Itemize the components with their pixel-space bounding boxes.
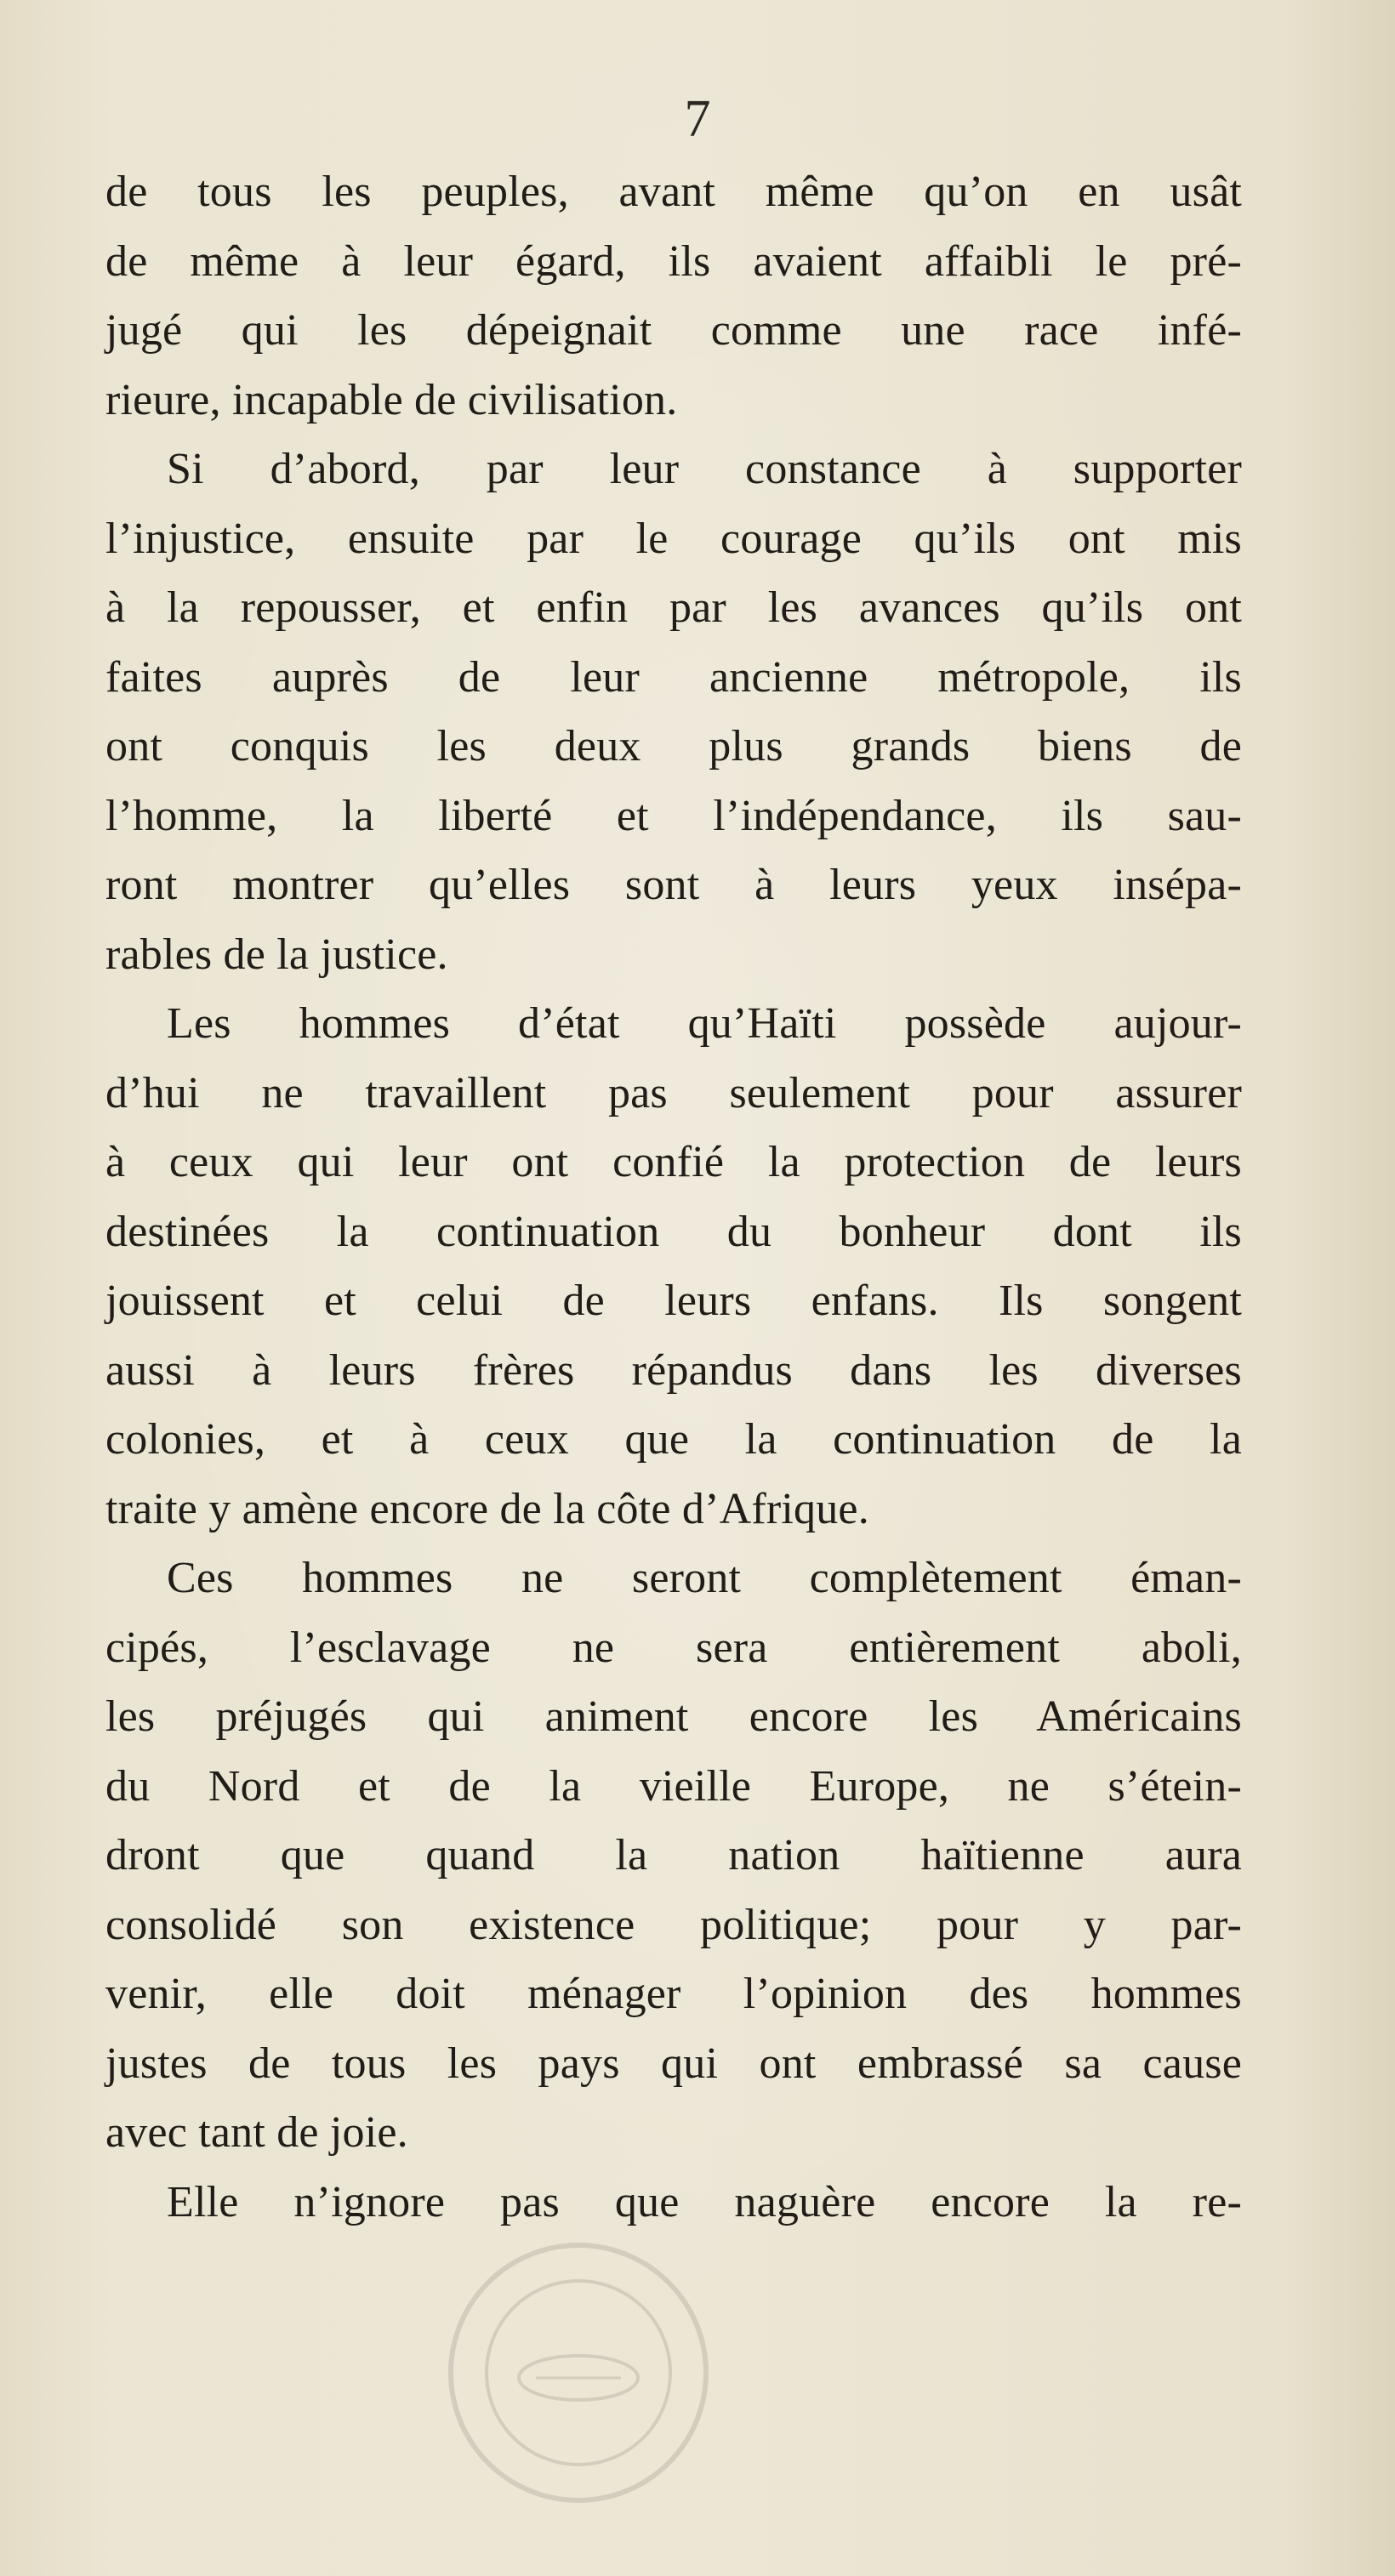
text-line: aussi à leurs frères répandus dans les diverses: [105, 1345, 1242, 1395]
text-line: consolidé son existence politique; pour y par-: [105, 1900, 1242, 1949]
text-line: colonies, et à ceux que la continuation de la: [105, 1415, 1242, 1464]
text-line: dront que quand la nation haïtienne aura: [105, 1831, 1242, 1879]
text-line: faites auprès de leur ancienne métropole, ils: [105, 652, 1242, 702]
text-line: rieure, incapable de civilisation.: [105, 375, 678, 424]
text-line: jugé qui les dépeignait comme une race infé-: [105, 306, 1242, 355]
text-line: l’homme, la liberté et l’indépendance, ils sau-: [105, 791, 1242, 840]
body-text: [105, 157, 1242, 2237]
text-line: d’hui ne travaillent pas seulement pour assurer: [105, 1068, 1242, 1117]
text-line: à la repousser, et enfin par les avances qu’ils ont: [105, 583, 1242, 632]
text-line: les préjugés qui animent encore les Américains: [105, 1692, 1242, 1741]
text-line: de tous les peuples, avant même qu’on en usât: [105, 168, 1242, 216]
text-line: avec tant de joie.: [105, 2108, 408, 2157]
text-line: ont conquis les deux plus grands biens de: [105, 722, 1242, 771]
text-line: jouissent et celui de leurs enfans. Ils songent: [105, 1277, 1242, 1325]
text-line: rables de la justice.: [105, 930, 448, 979]
text-line: Elle n’ignore pas que naguère encore la re-: [167, 2177, 1242, 2226]
text-line: justes de tous les pays qui ont embrassé sa cause: [105, 2039, 1242, 2088]
text-line: Ces hommes ne seront complètement éman-: [167, 1554, 1242, 1602]
text-line: venir, elle doit ménager l’opinion des hommes: [105, 1970, 1242, 2018]
text-line: traite y amène encore de la côte d’Afrique.: [105, 1484, 869, 1533]
text-line: Les hommes d’état qu’Haïti possède aujour-: [167, 999, 1242, 1048]
text-line: ront montrer qu’elles sont à leurs yeux insépa-: [105, 861, 1242, 909]
text-line: l’injustice, ensuite par le courage qu’ils ont mis: [105, 514, 1242, 563]
text-line: Si d’abord, par leur constance à supporter: [167, 445, 1242, 493]
library-stamp-icon: [442, 2237, 715, 2509]
page-number: 7: [684, 90, 711, 148]
text-line: destinées la continuation du bonheur dont ils: [105, 1207, 1242, 1256]
text-line: de même à leur égard, ils avaient affaibli le pré-: [105, 236, 1242, 286]
text-line: du Nord et de la vieille Europe, ne s’étein-: [105, 1761, 1242, 1811]
text-line: cipés, l’esclavage ne sera entièrement aboli,: [105, 1623, 1242, 1672]
text-line: à ceux qui leur ont confié la protection de leurs: [105, 1138, 1242, 1186]
